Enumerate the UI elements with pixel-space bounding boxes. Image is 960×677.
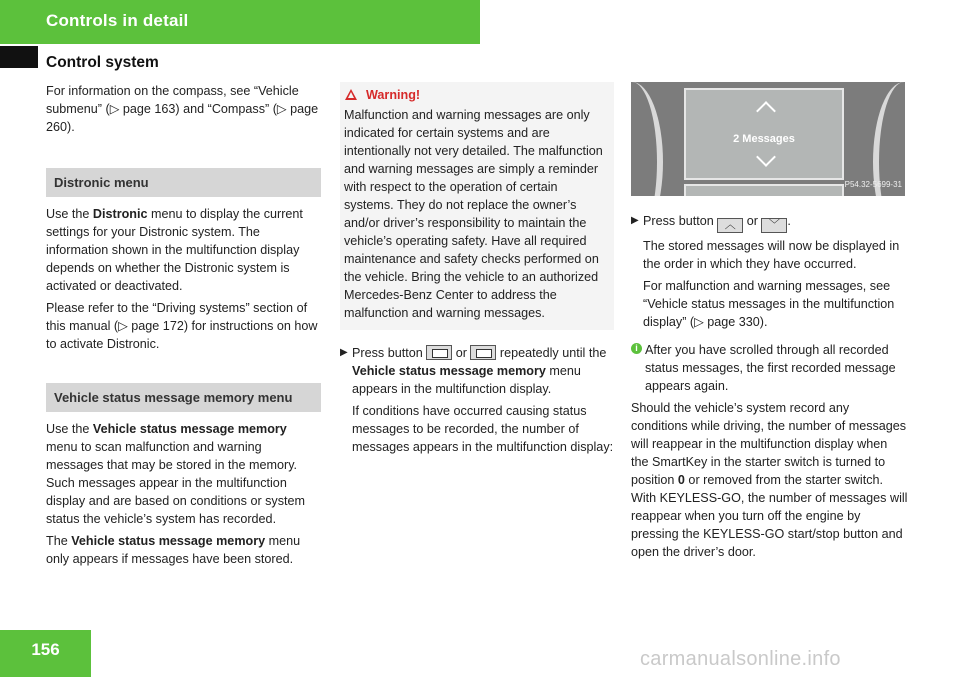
down-arrow-icon — [756, 147, 776, 167]
column-middle — [340, 82, 614, 460]
info-icon: i — [631, 343, 642, 354]
up-arrow-icon — [756, 101, 776, 121]
step-arrow-icon: ▶ — [340, 347, 348, 358]
distronic-menu-heading: Distronic menu — [46, 168, 321, 197]
step-arrow-icon: ▶ — [631, 215, 639, 226]
arrow-right-icon: ▷ — [694, 315, 704, 329]
section-marker — [0, 46, 38, 68]
watermark: carmanualsonline.info — [640, 648, 841, 670]
final-paragraph: Should the vehicle’s system record any conditions while driving, the number of messages will reappear in the multifunction display when the SmartKey in the starter switch is turned to position 0 or removed from the starter switch. With KEYLESS-GO, the number of messages will reappear when you turn off the engine by pressing the KEYLESS-GO start/stop button and open the driver’s door. — [631, 401, 908, 559]
vehicle-status-paragraph: Use the Vehicle status message memory menu to scan malfunction and warning messages that may be stored in the memory. Such messages appear in the multifunction display and are based on conditions or system status the vehicle’s system has recorded. — [46, 422, 306, 526]
instruction-step: ▶ Press button ︿ or ﹀ . The stored messages will now be displayed in the order in which they have occurred. For malfunction and warning messages, see “Vehicle status messages in the multifunction display” (▷ page 330). — [631, 212, 908, 331]
chevron-down-icon: ﹀ — [761, 218, 787, 233]
warning-triangle-icon — [345, 89, 357, 100]
instruction-step: ▶ Press button or repeatedly until the Vehicle status message memory menu appears in the multifunction display. If conditions have occurred causing status messages to be recorded, the number of messages appears in the multifunction display: — [340, 346, 614, 454]
arrow-right-icon: ▷ — [276, 102, 287, 116]
info-note: i After you have scrolled through all recorded status messages, the first recorded message appears again. — [631, 341, 908, 395]
step-reference: For malfunction and warning messages, see “Vehicle status messages in the multifunction display” (▷ page 330). — [643, 279, 895, 329]
compass-reference: For information on the compass, see “Vehicle submenu” (▷ page 163) and “Compass” (▷ page 260). — [46, 84, 319, 134]
instrument-display-photo — [631, 82, 905, 196]
step-note: If conditions have occurred causing status messages to be recorded, the number of messages appears in the multifunction display: — [352, 404, 614, 454]
distronic-reference: Please refer to the “Driving systems” section of this manual (▷ page 172) for instructions on how to activate Distronic. — [46, 301, 318, 351]
warning-text: Malfunction and warning messages are only indicated for certain systems and are intentionally not very detailed. The malfunction and warning messages are simply a reminder with respect to the operation of certain systems. They do not replace the owner’s and/or driver’s responsibility to maintain the vehicle’s operating safety. Have all required maintenance and safety checks performed on the vehicle. Bring the vehicle to an authorized Mercedes-Benz Center to address the malfunction and warning messages. — [344, 108, 603, 320]
chapter-header-bar — [0, 0, 480, 44]
chevron-up-icon: ︿ — [717, 218, 743, 233]
vehicle-status-note: The Vehicle status message memory menu only appears if messages have been stored. — [46, 534, 301, 566]
distronic-paragraph: Use the Distronic menu to display the current settings for your Distronic system. The information shown in the multifunction display depends on whether the Distronic system is activated or deactivated. — [46, 207, 303, 293]
message-count: 2 Messages — [733, 133, 795, 145]
menu-button-icon — [426, 345, 452, 360]
vehicle-status-menu-heading: Vehicle status message memory menu — [46, 383, 321, 412]
section-title: Control system — [46, 54, 159, 71]
multifunction-display — [684, 88, 844, 180]
photo-code: P54.32-5699-31 — [844, 180, 902, 189]
warning-title: Warning! — [366, 88, 421, 102]
menu-button-icon — [470, 345, 496, 360]
arrow-right-icon: ▷ — [118, 319, 128, 333]
chapter-title: Controls in detail — [46, 11, 189, 30]
page-number: 156 — [0, 630, 91, 677]
step-result: The stored messages will now be displayed in the order in which they have occurred. — [643, 239, 900, 271]
column-left — [46, 82, 321, 572]
column-right — [631, 82, 908, 565]
arrow-right-icon: ▷ — [109, 102, 120, 116]
warning-box — [340, 82, 614, 330]
